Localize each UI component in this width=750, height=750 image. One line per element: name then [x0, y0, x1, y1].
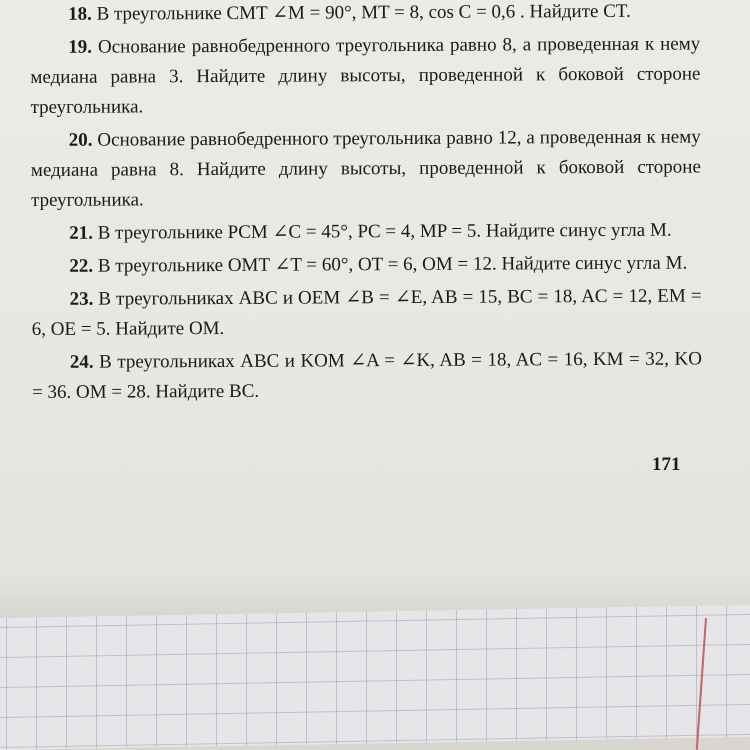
problem-21	[31, 215, 701, 249]
problem-22	[31, 248, 701, 282]
problem-text: В треугольнике OMT ∠T = 60°, OT = 6, OM = 12. Найдите синус угла M.	[97, 252, 688, 277]
problem-number: 23.	[69, 288, 94, 310]
problem-19	[30, 29, 700, 123]
problem-list	[30, 0, 702, 411]
problem-number: 22.	[69, 255, 94, 277]
problem-text: В треугольниках ABC и OEM ∠B = ∠E, AB = 15, BC = 18, AC = 12, EM = 6, OE = 5. Найдите OM.	[31, 285, 702, 340]
page-number: 171	[652, 454, 681, 475]
problem-number: 19.	[68, 36, 93, 58]
grid-notebook-paper	[0, 605, 750, 750]
problem-24	[32, 344, 702, 408]
problem-18	[30, 0, 700, 30]
problem-number: 21.	[69, 222, 94, 244]
problem-text: В треугольниках ABC и KOM ∠A = ∠K, AB = 18, AC = 16, KM = 32, KO = 36. OM = 28. Найдите BC.	[32, 348, 702, 403]
problem-23	[31, 281, 701, 345]
problem-text: Основание равнобедренного треугольника равно 8, а проведенная к нему медиана равна 3. Найдите длину высоты, проведенной к боковой стороне треугольника.	[30, 33, 701, 118]
problem-text: В треугольнике PCM ∠C = 45°, PC = 4, MP = 5. Найдите синус угла M.	[97, 219, 672, 244]
problem-text: В треугольнике CMT ∠M = 90°, MT = 8, cos C = 0,6 . Найдите CT.	[96, 0, 631, 25]
problem-number: 18.	[68, 3, 92, 25]
problem-number: 24.	[69, 351, 94, 373]
problem-number: 20.	[68, 129, 93, 151]
problem-text: Основание равнобедренного треугольника равно 12, а проведенная к нему медиана равна 8. Найдите длину высоты, проведенной к боковой стороне треугольника.	[30, 126, 701, 211]
problem-20	[31, 122, 701, 216]
